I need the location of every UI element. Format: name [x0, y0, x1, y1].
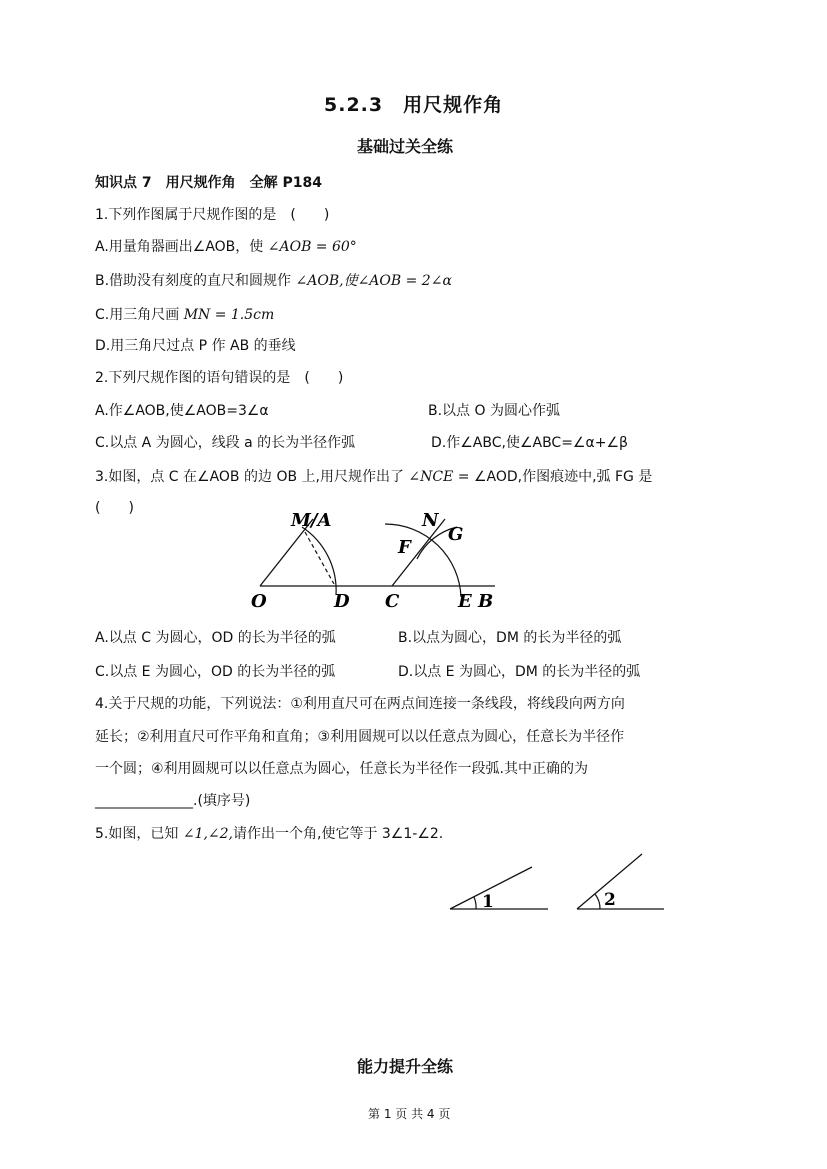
q1-option-a	[95, 236, 357, 256]
q4-line-3: 一个圆；④利用圆规可以以任意点为圆心，任意长为半径作一段弧.其中正确的为	[95, 761, 588, 777]
label-n: N	[422, 510, 439, 531]
q3-option-d: D.以点 E 为圆心，DM 的长为半径的弧	[398, 664, 641, 680]
q4-answer-blank: ______________.(填序号)	[95, 793, 251, 809]
q1-option-b	[95, 270, 452, 290]
q1-option-d: D.用三角尺过点 P 作 AB 的垂线	[95, 338, 296, 354]
q3-option-a: A.以点 C 为圆心，OD 的长为半径的弧	[95, 630, 336, 646]
q5-stem-post: 请作出一个角,使它等于 3∠1-∠2.	[233, 826, 444, 842]
label-e-b: E B	[458, 591, 494, 612]
label-f: F	[398, 537, 411, 558]
label-d: D	[334, 591, 350, 612]
label-o: O	[251, 591, 267, 612]
q1-option-b-text: B.借助没有刻度的直尺和圆规作	[95, 273, 296, 289]
section-heading-basic: 基础过关全练	[357, 137, 454, 156]
angle2-label: 2	[604, 890, 616, 910]
q1-option-a-math: ∠AOB = 60°	[267, 239, 357, 255]
q2-option-a: A.作∠AOB,使∠AOB=3∠α	[95, 403, 269, 419]
q5-stem	[95, 823, 443, 843]
q3-stem-post: ∠AOD,作图痕迹中,弧 FG 是	[473, 469, 653, 485]
q5-stem-math: ∠1,∠2,	[182, 826, 233, 842]
q5-angle-2-figure	[572, 850, 672, 915]
q1-stem: 1.下列作图属于尺规作图的是 ( )	[95, 207, 330, 223]
arc-md	[302, 527, 336, 595]
q1-option-c-text: C.用三角尺画	[95, 307, 184, 323]
q2-option-b: B.以点 O 为圆心作弧	[428, 403, 560, 419]
page-footer: 第 1 页 共 4 页	[368, 1107, 451, 1121]
q3-stem-math: ∠NCE =	[408, 469, 474, 485]
q5-angle-1-figure	[445, 855, 555, 915]
q1-option-b-math: ∠AOB,使∠AOB = 2∠α	[295, 273, 452, 289]
q3-stem-pre: 3.如图，点 C 在∠AOB 的边 OB 上,用尺规作出了	[95, 469, 409, 485]
segment-md	[305, 532, 334, 584]
q4-line-1: 4.关于尺规的功能，下列说法：①利用直尺可在两点间连接一条线段，将线段向两方向	[95, 696, 625, 712]
q3-option-b: B.以点为圆心，DM 的长为半径的弧	[398, 630, 622, 646]
angle1-arc	[474, 897, 476, 909]
q5-stem-pre: 5.如图，已知	[95, 826, 183, 842]
angle1-label: 1	[482, 892, 494, 912]
q3-figure	[245, 505, 505, 615]
q3-stem	[95, 466, 652, 486]
q2-stem: 2.下列尺规作图的语句错误的是 ( )	[95, 370, 344, 386]
knowledge-point-heading: 知识点 7 用尺规作角 全解 P184	[95, 175, 322, 191]
label-g: G	[448, 524, 464, 545]
section-heading-advanced: 能力提升全练	[357, 1057, 454, 1076]
q3-answer-paren: ( )	[95, 500, 134, 516]
q2-option-d: D.作∠ABC,使∠ABC=∠α+∠β	[431, 435, 628, 451]
page-title: 5.2.3 用尺规作角	[324, 94, 504, 116]
q4-line-2: 延长；②利用直尺可作平角和直角；③利用圆规可以以任意点为圆心，任意长为半径作	[95, 729, 625, 745]
q2-option-c: C.以点 A 为圆心，线段 a 的长为半径作弧	[95, 435, 356, 451]
q1-option-c-math: MN = 1.5cm	[183, 307, 275, 323]
q3-option-c: C.以点 E 为圆心，OD 的长为半径的弧	[95, 664, 336, 680]
q1-option-c	[95, 304, 274, 324]
label-c: C	[385, 591, 400, 612]
angle2-arc	[595, 894, 600, 909]
label-m-a: M/A	[291, 510, 332, 531]
q1-option-a-text: A.用量角器画出∠AOB，使	[95, 239, 268, 255]
